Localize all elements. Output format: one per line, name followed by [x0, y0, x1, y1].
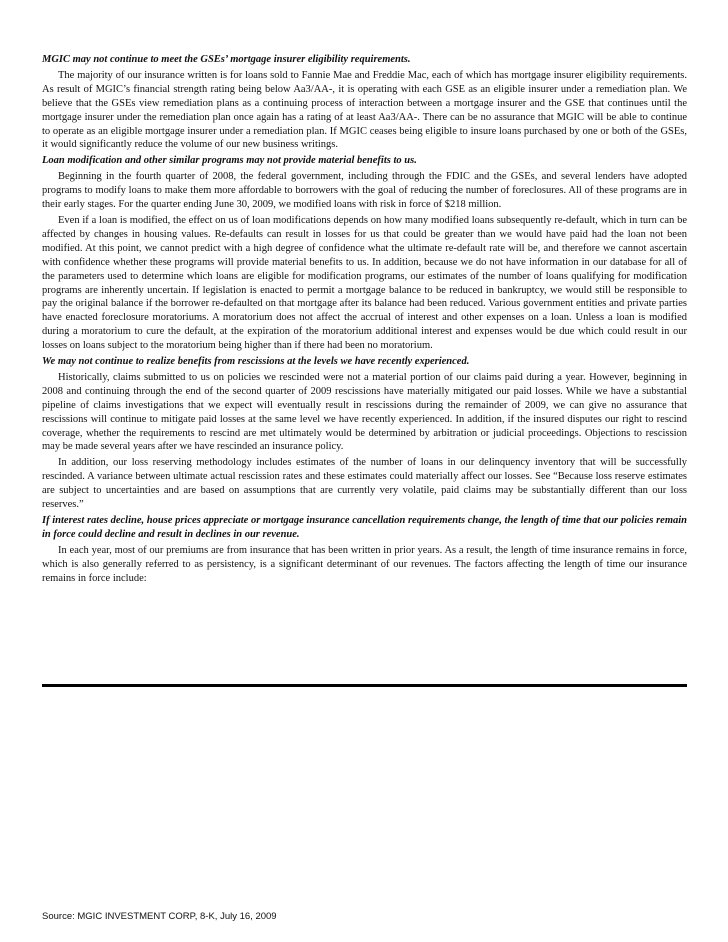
paragraph-persistency: In each year, most of our premiums are from insurance that has been written in prior years. As a result, the length of time insurance remains in force, which is also generally referred to as persistency, is a significant determinant of our revenues. The factors affecting the length of time our insurance remains in force include: [42, 544, 687, 584]
section-heading-gse-eligibility: MGIC may not continue to meet the GSEs’ mortgage insurer eligibility requirements. [42, 54, 411, 65]
paragraph-loan-modification-programs: Beginning in the fourth quarter of 2008, the federal government, including through the FDIC and the GSEs, and several lenders have adopted programs to modify loans to make them more affordable to borrowers with the goal of reducing the number of foreclosures. All of these programs are in their early stages. For the quarter ending June 30, 2009, we modified loans with risk in force of $218 million. [42, 171, 687, 211]
paragraph-rescissions-reserving: In addition, our loss reserving methodology includes estimates of the number of loans in our delinquency inventory that will be successfully rescinded. A variance between ultimate actual rescission rates and these estimates could materially affect our losses. See “Because loss reserve estimates are subject to uncertainties and are based on assumptions that are currently very volatile, paid claims may be substantially different than our loss reserves.” [42, 457, 687, 511]
paragraph-rescissions-history: Historically, claims submitted to us on policies we rescinded were not a material portion of our claims paid during a year. However, beginning in 2008 and continuing through the end of the second quarter of 2009 rescissions have materially mitigated our paid losses. While we have a substantial pipeline of claims investigations that we expect will eventually result in rescissions during the remainder of 2009, we can give no assurance that rescissions will continue to mitigate paid losses at the same level we have recently experienced. In addition, if the insured disputes our right to rescind coverage, whether the requirements to rescind are met ultimately would be determined by arbitration or judicial proceedings. Objections to rescission may be made several years after we have rescinded an insurance policy. [42, 371, 687, 453]
section-heading-persistency: If interest rates decline, house prices appreciate or mortgage insurance cancellation requirements change, the length of time that our policies remain in force could decline and result in declines in our revenue. [42, 515, 687, 540]
paragraph-loan-modification-effects: Even if a loan is modified, the effect on us of loan modifications depends on how many modified loans subsequently re-default, which in turn can be affected by changes in housing values. Re-defaults can result in losses for us that could be greater than we would have paid had the loan not been modified. At this point, we cannot predict with a high degree of confidence what the ultimate re-default rate will be, and therefore we cannot ascertain with confidence whether these programs will provide material benefits to us. In addition, because we do not have information in our database for all of the parameters used to determine which loans are eligible for modification programs, our estimates of the number of loans qualifying for modification programs are inherently uncertain. If legislation is enacted to permit a mortgage balance to be reduced in bankruptcy, we would still be responsible to pay the original balance if the borrower re-defaulted on that mortgage after its balance had been reduced. Various government entities and private parties have enacted foreclosure moratoriums. A moratorium does not affect the accrual of interest and other expenses on a loan. Unless a loan is modified during a moratorium to cure the default, at the expiration of the moratorium additional interest and expenses would be due which could result in our losses on loans subject to the moratorium being higher than if there had been no moratorium. [42, 214, 687, 352]
section-heading-loan-modification: Loan modification and other similar programs may not provide material benefits to us. [42, 155, 417, 167]
source-footer: Source: MGIC INVESTMENT CORP, 8-K, July 16, 2009 [42, 911, 277, 922]
section-heading-rescissions: We may not continue to realize benefits from rescissions at the levels we have recently experienced. [42, 356, 470, 368]
paragraph-gse-eligibility: The majority of our insurance written is for loans sold to Fannie Mae and Freddie Mac, each of which has mortgage insurer eligibility requirements. As result of MGIC’s financial strength rating being below Aa3/AA-, it is operating with each GSE as an eligible insurer under a remediation plan. We believe that the GSEs view remediation plans as a continuing process of interaction between a mortgage insurer and the GSE that continues until the mortgage insurer under the remediation plan once again has a rating of at least Aa3/AA-. There can be no assurance that MGIC will be able to continue to operate as an eligible mortgage insurer under a remediation plan. If MGIC ceases being eligible to insure loans purchased by one or both of the GSEs, it would significantly reduce the volume of our new business writings. [42, 69, 687, 151]
document-body [42, 53, 687, 588]
horizontal-divider [42, 684, 687, 687]
